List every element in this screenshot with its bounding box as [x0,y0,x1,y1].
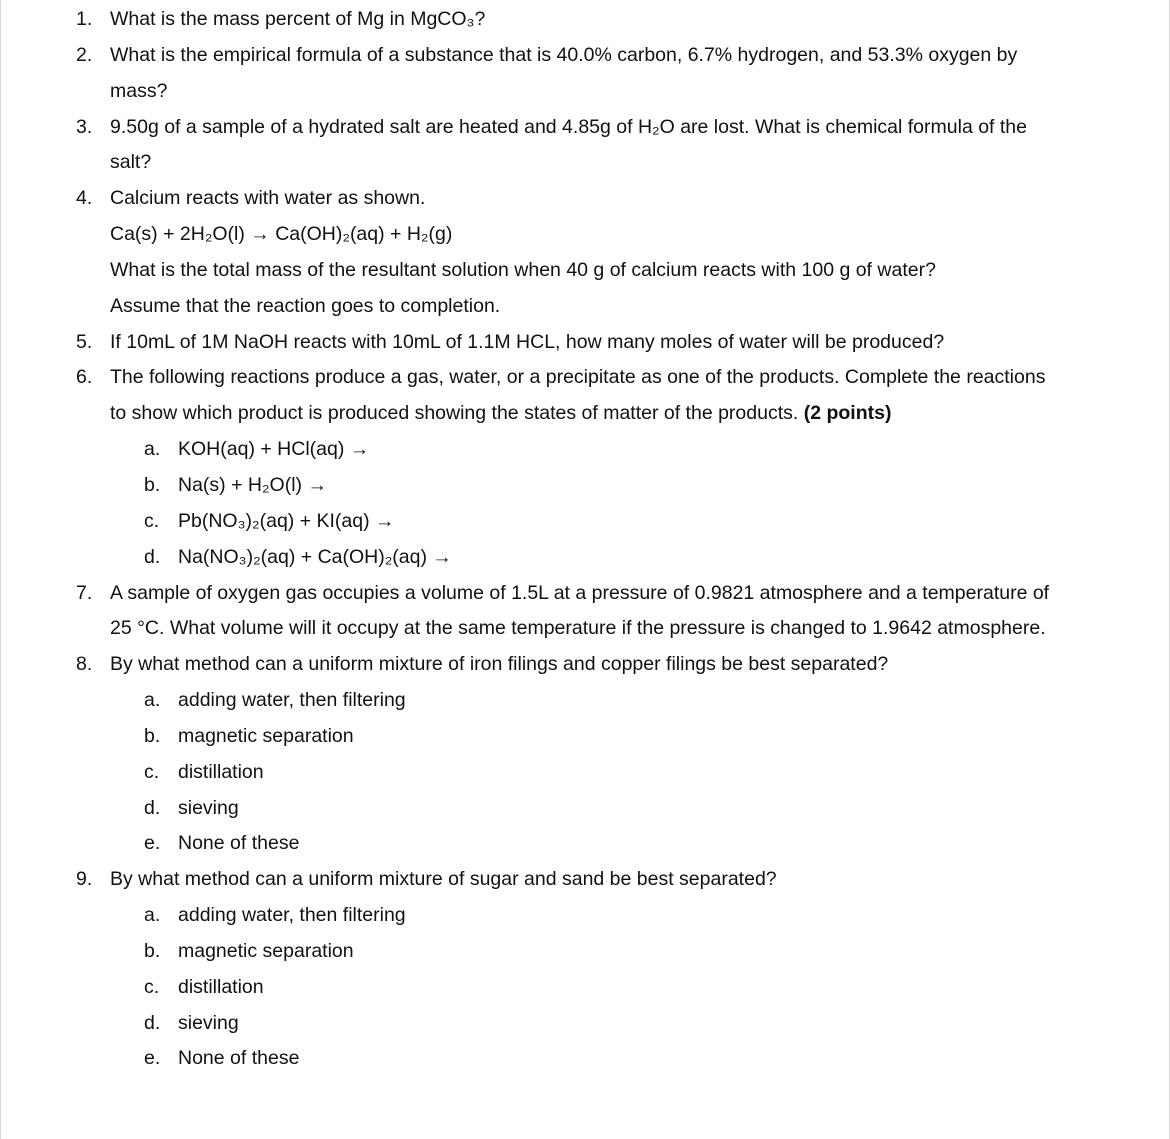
continuation-text [110,611,1046,647]
option-text: None of these [178,832,300,855]
option-text: Pb(NO₃)₂(aq) + KI(aq) → [178,509,395,532]
option-text: adding water, then filtering [178,689,406,712]
option-letter: b. [144,724,161,747]
question-text: 9.50g of a sample of a hydrated salt are heated and 4.85g of H₂O are lost. What is chemical formula of the [110,115,1027,138]
question-line [1,647,1170,683]
continuation-text [110,289,500,325]
option-text: Na(s) + H₂O(l) → [178,473,327,496]
option-text: Na(NO₃)₂(aq) + Ca(OH)₂(aq) → [178,545,452,568]
continuation-main-text: 25 °C. What volume will it occupy at the same temperature if the pressure is changed to 1.9642 atmosphere. [110,617,1046,640]
question-continuation [1,611,1170,647]
option-letter: a. [144,438,161,461]
option-letter: b. [144,939,161,962]
question-number: 4. [76,187,93,210]
continuation-main-text: Ca(s) + 2H₂O(l) → Ca(OH)₂(aq) + H₂(g) [110,223,453,246]
question-text: By what method can a uniform mixture of iron filings and copper filings be best separated? [110,653,889,676]
points-label: (2 points) [803,402,892,425]
option-letter: e. [144,1047,161,1070]
answer-option [1,791,1170,827]
continuation-main-text: mass? [110,79,168,102]
answer-option [1,468,1170,504]
answer-option [1,540,1170,576]
answer-option [1,1006,1170,1042]
question-text: What is the mass percent of Mg in MgCO₃? [110,8,486,30]
question-line [1,38,1170,74]
continuation-main-text: salt? [110,151,152,174]
question-number: 6. [76,366,93,389]
question-text: The following reactions produce a gas, water, or a precipitate as one of the products. Complete the reactions [110,366,1046,389]
answer-option [1,970,1170,1006]
continuation-text [110,253,936,289]
continuation-main-text: What is the total mass of the resultant solution when 40 g of calcium reacts with 100 g of water? [110,258,936,281]
question-text: By what method can a uniform mixture of sugar and sand be best separated? [110,868,777,891]
option-letter: a. [144,689,161,712]
option-text: KOH(aq) + HCl(aq) → [178,438,370,461]
answer-option [1,432,1170,468]
continuation-main-text: to show which product is produced showing the states of matter of the products. [110,402,799,425]
option-letter: c. [144,509,160,532]
question-line [1,360,1170,396]
continuation-text [110,145,151,181]
question-number: 7. [76,581,93,604]
answer-option [1,683,1170,719]
answer-option [1,826,1170,862]
option-text: None of these [178,1047,300,1070]
option-text: sieving [178,796,239,819]
question-continuation [1,217,1170,253]
answer-option [1,934,1170,970]
option-letter: b. [144,473,161,496]
question-number: 5. [76,330,93,353]
question-list [1,2,1170,1077]
continuation-text [110,217,452,253]
question-continuation [1,74,1170,110]
option-letter: d. [144,1011,161,1034]
question-line [1,325,1170,361]
answer-option [1,755,1170,791]
question-text: Calcium reacts with water as shown. [110,187,426,210]
question-number: 9. [76,868,93,891]
question-number: 8. [76,653,93,676]
question-line [1,181,1170,217]
question-continuation [1,289,1170,325]
answer-option [1,1041,1170,1077]
option-letter: c. [144,760,160,783]
option-letter: e. [144,832,161,855]
question-number: 2. [76,43,93,66]
question-text: If 10mL of 1M NaOH reacts with 10mL of 1.1M HCL, how many moles of water will be produced? [110,330,945,353]
question-text: A sample of oxygen gas occupies a volume of 1.5L at a pressure of 0.9821 atmosphere and a temperature of [110,581,1050,604]
option-text: sieving [178,1011,239,1034]
question-continuation [1,145,1170,181]
answer-option [1,898,1170,934]
question-continuation [1,253,1170,289]
question-line [1,110,1170,146]
question-number: 1. [76,8,93,30]
option-letter: c. [144,975,160,998]
answer-option [1,504,1170,540]
option-text: magnetic separation [178,724,354,747]
option-letter: d. [144,545,161,568]
question-line [1,576,1170,612]
continuation-text [110,396,891,432]
question-number: 3. [76,115,93,138]
option-letter: d. [144,796,161,819]
option-text: distillation [178,975,264,998]
continuation-text [110,74,167,110]
option-text: magnetic separation [178,939,354,962]
option-text: distillation [178,760,264,783]
answer-option [1,719,1170,755]
question-text: What is the empirical formula of a substance that is 40.0% carbon, 6.7% hydrogen, and 53.3% oxygen by [110,43,1018,66]
question-line [1,862,1170,898]
continuation-main-text: Assume that the reaction goes to completion. [110,294,501,317]
question-line [1,2,1170,38]
question-continuation [1,396,1170,432]
option-letter: a. [144,904,161,927]
option-text: adding water, then filtering [178,904,406,927]
